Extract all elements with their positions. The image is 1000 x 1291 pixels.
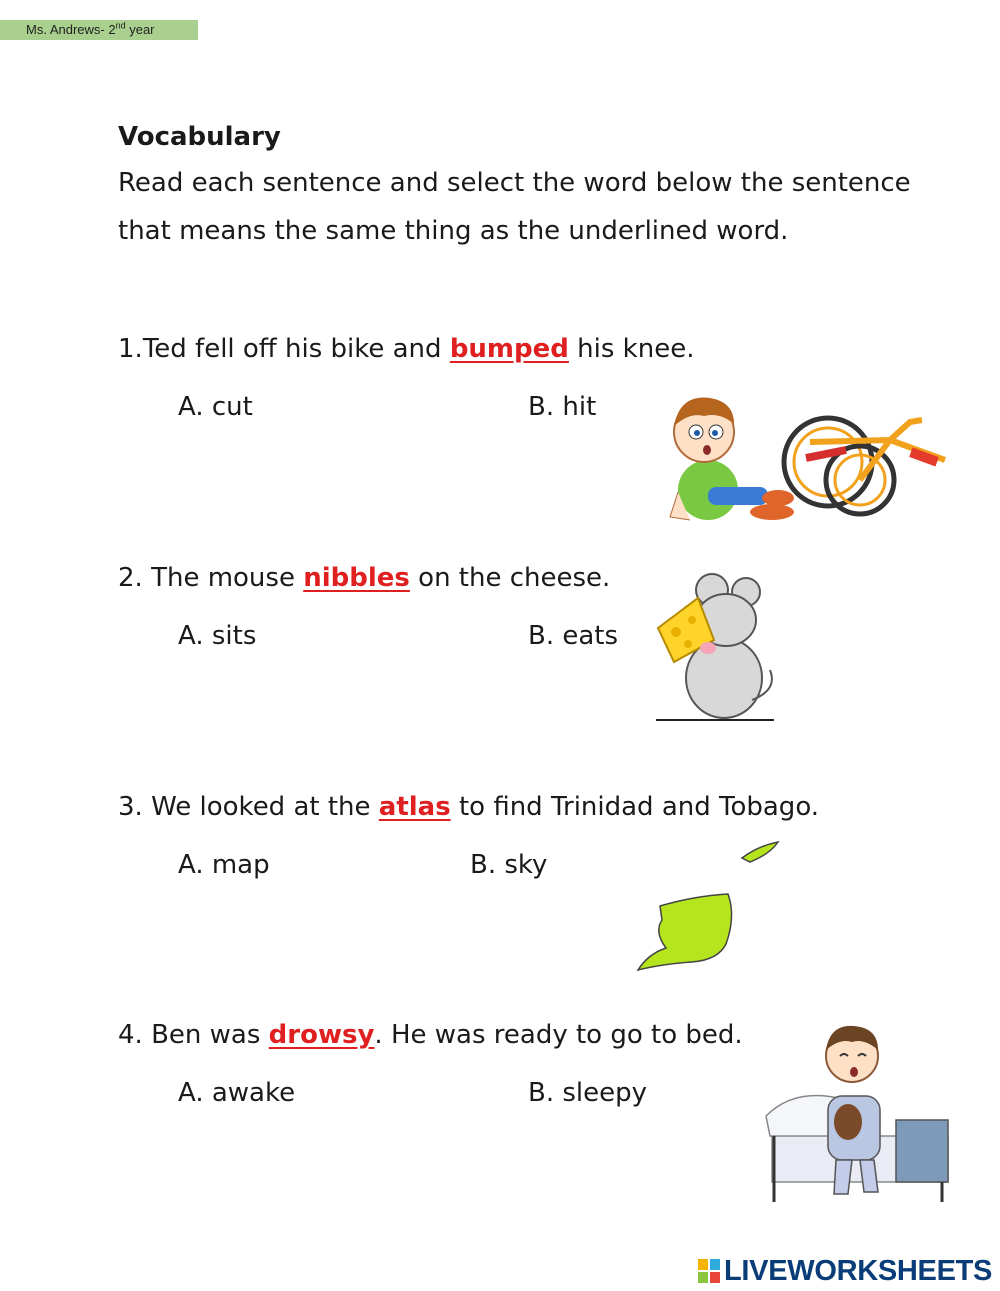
page-title: Vocabulary	[118, 122, 281, 152]
keyword: nibbles	[303, 563, 410, 593]
question-4	[118, 1020, 743, 1050]
liveworksheets-logo-icon	[698, 1259, 720, 1283]
question-text: Ben was	[142, 1020, 269, 1050]
q2-option-a[interactable]: A. sits	[178, 621, 257, 651]
question-text-end: his knee.	[568, 334, 695, 364]
question-number: 3.	[118, 792, 143, 822]
q4-option-a[interactable]: A. awake	[178, 1078, 296, 1108]
trinidad-tobago-map	[632, 836, 782, 974]
teacher-ordinal: nd	[115, 20, 126, 31]
keyword: drowsy	[268, 1020, 375, 1050]
instruction-line-1: Read each sentence and select the word below the sentence	[118, 168, 911, 198]
liveworksheets-logo	[698, 1254, 992, 1288]
question-number: 4.	[118, 1020, 143, 1050]
keyword: atlas	[378, 792, 451, 822]
teacher-year: year	[125, 22, 155, 37]
question-text-end: to find Trinidad and Tobago.	[450, 792, 820, 822]
q1-option-a[interactable]: A. cut	[178, 392, 253, 422]
brand-name: LIVEWORKSHEETS	[724, 1254, 993, 1287]
keyword: bumped	[449, 334, 569, 364]
q3-option-b[interactable]: B. sky	[470, 850, 548, 880]
question-text: The mouse	[142, 563, 304, 593]
question-text-end: on the cheese.	[409, 563, 611, 593]
boy-bike-illustration	[660, 372, 960, 530]
question-1	[118, 334, 694, 364]
question-number: 1.	[118, 334, 143, 364]
question-number: 2.	[118, 563, 143, 593]
sleepy-boy-illustration	[756, 1016, 952, 1206]
question-text: Ted fell off his bike and	[142, 334, 450, 364]
question-2	[118, 563, 610, 593]
question-3	[118, 792, 819, 822]
q4-option-b[interactable]: B. sleepy	[528, 1078, 648, 1108]
question-text-end: . He was ready to go to bed.	[374, 1020, 743, 1050]
instruction-line-2: that means the same thing as the underlined word.	[118, 216, 789, 246]
q3-option-a[interactable]: A. map	[178, 850, 270, 880]
mouse-cheese-illustration	[652, 570, 782, 728]
q1-option-b[interactable]: B. hit	[528, 392, 597, 422]
teacher-label	[0, 20, 198, 40]
teacher-name: Ms. Andrews- 2	[26, 22, 116, 37]
question-text: We looked at the	[142, 792, 379, 822]
q2-option-b[interactable]: B. eats	[528, 621, 619, 651]
